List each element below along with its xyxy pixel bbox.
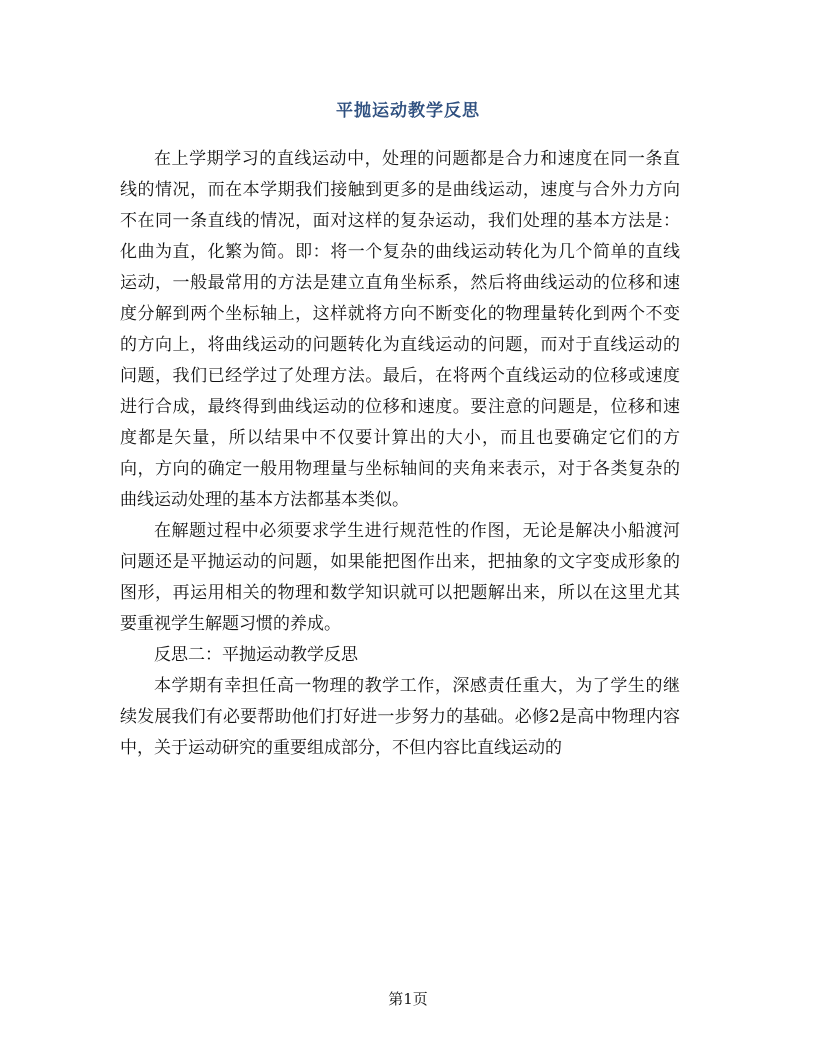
paragraph-3: 本学期有幸担任高一物理的教学工作，深感责任重大，为了学生的继续发展我们有必要帮助他们打好进一步努力的基础。必修2是高中物理内容中，关于运动研究的重要组成部分，不但内容比直线运动的: [120, 676, 680, 758]
page-number: 第1页: [388, 990, 428, 1008]
document-body: [120, 144, 680, 764]
document-title: 平抛运动教学反思: [336, 101, 480, 121]
section-heading: 反思二：平抛运动教学反思: [154, 645, 358, 665]
paragraph-1: 在上学期学习的直线运动中，处理的问题都是合力和速度在同一条直线的情况，而在本学期我们接触到更多的是曲线运动，速度与合外力方向不在同一条直线的情况，面对这样的复杂运动，我们处理的基本方法是：化曲为直，化繁为简。即：将一个复杂的曲线运动转化为几个简单的直线运动，一般最常用的方法是建立直角坐标系，然后将曲线运动的位移和速度分解到两个坐标轴上，这样就将方向不断变化的物理量转化到两个不变的方向上，将曲线运动的问题转化为直线运动的问题，而对于直线运动的问题，我们已经学过了处理方法。最后，在将两个直线运动的位移或速度进行合成，最终得到曲线运动的位移和速度。要注意的问题是，位移和速度都是矢量，所以结果中不仅要计算出的大小，而且也要确定它们的方向，方向的确定一般用物理量与坐标轴间的夹角来表示，对于各类复杂的曲线运动处理的基本方法都基本类似。: [120, 149, 680, 510]
paragraph-2: 在解题过程中必须要求学生进行规范性的作图，无论是解决小船渡河问题还是平抛运动的问题，如果能把图作出来，把抽象的文字变成形象的图形，再运用相关的物理和数学知识就可以把题解出来，所以在这里尤其要重视学生解题习惯的养成。: [120, 521, 680, 634]
